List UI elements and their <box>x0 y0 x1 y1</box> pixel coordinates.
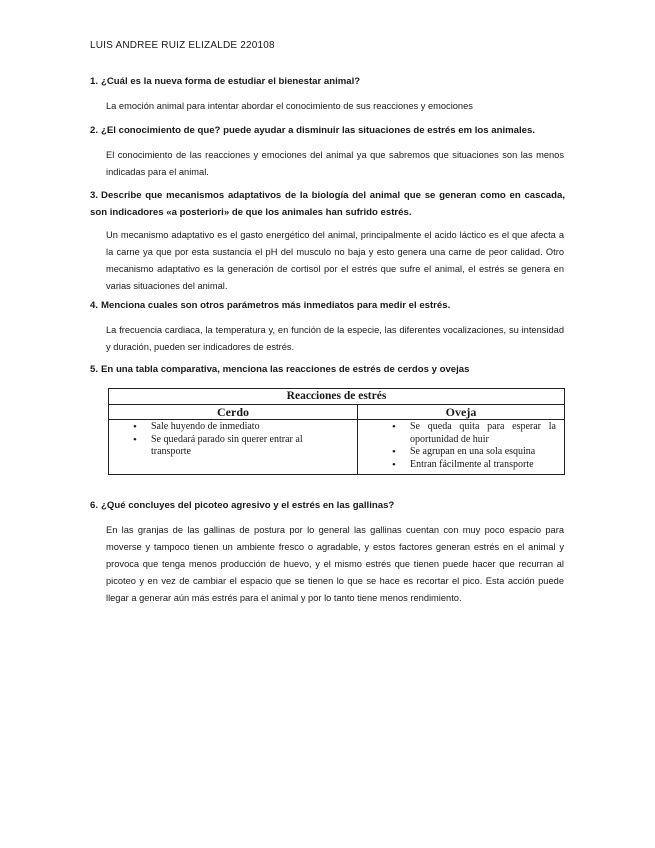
oveja-cell <box>358 420 565 475</box>
question-2 <box>90 122 565 139</box>
question-text: Describe que mecanismos adaptativos de la biología del animal que se generan como en cascada, son indicadores «a posteriori» de que los animales han sufrido estrés. <box>90 190 565 218</box>
question-text: ¿Cuál es la nueva forma de estudiar el bienestar animal? <box>101 76 361 87</box>
question-number: 5. <box>90 364 99 375</box>
question-6 <box>90 497 565 514</box>
cerdo-list <box>109 421 357 459</box>
table-title: Reacciones de estrés <box>109 389 565 405</box>
list-item: • Se agrupan en una sola esquina <box>410 446 556 459</box>
oveja-list <box>358 421 564 471</box>
stress-reactions-table <box>108 388 565 475</box>
question-text: En una tabla comparativa, menciona las reacciones de estrés de cerdos y ovejas <box>101 364 470 375</box>
question-number: 3. <box>90 190 99 201</box>
column-header-oveja: Oveja <box>358 405 565 420</box>
list-item: • Sale huyendo de inmediato <box>151 421 337 434</box>
answer-2: El conocimiento de las reacciones y emociones del animal ya que sabremos que situaciones son las menos indicadas para el animal. <box>106 150 564 177</box>
question-4 <box>90 297 565 314</box>
question-number: 1. <box>90 76 99 87</box>
column-header-cerdo: Cerdo <box>109 405 358 420</box>
cerdo-cell <box>109 420 358 475</box>
answer-3: Un mecanismo adaptativo es el gasto energético del animal, principalmente el acido láctico es el que afecta a la carne ya que por esta sustancia el pH del musculo no baja y esto genera una carne de peor calidad. Otro mecanismo adaptativo es la generación de cortisol por el estrés que sufre el animal, el estrés se genera en varias situaciones del animal. <box>106 230 564 291</box>
list-item: • Se quedará parado sin querer entrar al transporte <box>151 434 337 459</box>
answer-6: En las granjas de las gallinas de postura por lo general las gallinas cuentan con muy poco espacio para moverse y tampoco tienen un ambiente fresco o agradable, y estos factores generan estrés en el animal y provoca que tenga menos producción de huevo, y el mismo estrés que tienen puede hacer que recurran al picoteo y en vez de cambiar el espacio que se tienen lo que se hace es recortar el pico. Esta acción puede llegar a generar aún más estrés para el animal y por lo tanto tiene menos rendimiento. <box>106 525 564 603</box>
question-number: 4. <box>90 300 99 311</box>
question-5 <box>90 361 565 378</box>
answer-4: La frecuencia cardiaca, la temperatura y, en función de la especie, las diferentes vocalizaciones, su intensidad y duración, pueden ser indicadores de estrés. <box>106 325 564 352</box>
question-text: ¿Qué concluyes del picoteo agresivo y el estrés en las gallinas? <box>101 500 395 511</box>
list-item: • Entran fácilmente al transporte <box>410 459 556 472</box>
question-1 <box>90 73 565 90</box>
question-text: ¿El conocimiento de que? puede ayudar a disminuir las situaciones de estrés em los animales. <box>101 125 536 136</box>
author-header: LUIS ANDREE RUIZ ELIZALDE 220108 <box>90 40 275 51</box>
question-text: Menciona cuales son otros parámetros más inmediatos para medir el estrés. <box>101 300 451 311</box>
list-item: • Se queda quita para esperar la oportunidad de huir <box>410 421 556 446</box>
question-number: 6. <box>90 500 99 511</box>
question-number: 2. <box>90 125 99 136</box>
question-3 <box>90 187 565 221</box>
answer-1: La emoción animal para intentar abordar el conocimiento de sus reacciones y emociones <box>106 101 473 111</box>
